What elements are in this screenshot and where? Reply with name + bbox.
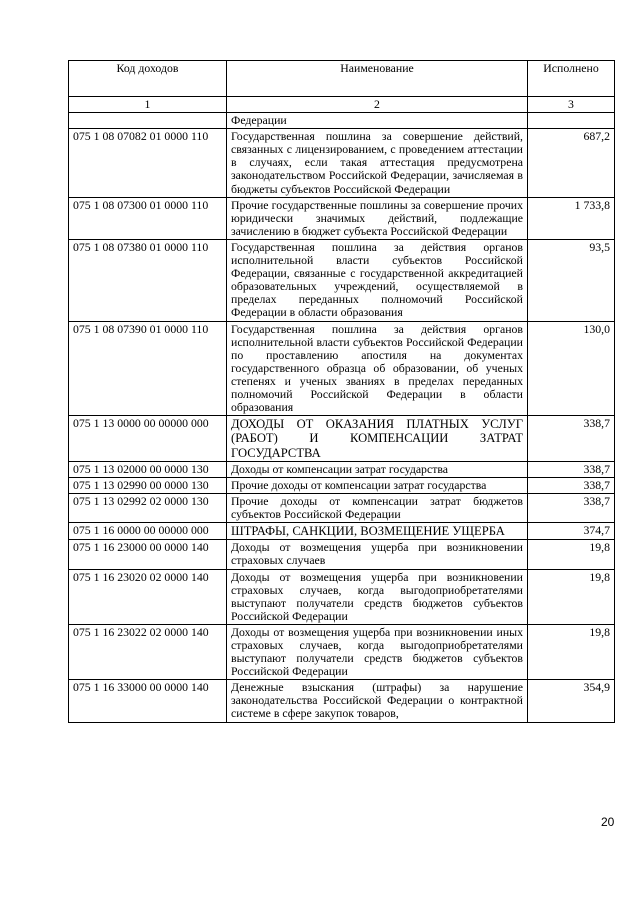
page-number: 20 xyxy=(601,815,615,829)
row-name: Государственная пошлина за совершение действий, связанных с лицензированием, с проведением аттестации в случаях, если такая аттестация предусмотрена законодательством Российской Федерации, зачисляемая в бюджеты субъектов Российской Федерации xyxy=(227,129,528,197)
row-name: Доходы от возмещения ущерба при возникновении страховых случаев xyxy=(227,540,528,569)
column-number-1: 1 xyxy=(69,97,227,113)
header-code: Код доходов xyxy=(69,61,227,97)
table-row xyxy=(69,493,615,522)
row-code: 075 1 13 0000 00 00000 000 xyxy=(69,416,227,462)
row-name: Государственная пошлина за действия органов исполнительной власти субъектов Российской Федерации по проставлению апостиля на документах государственного образца об образовании, об ученых степенях и ученых званиях в пределах переданных полномочий Российской Федерации в области образования xyxy=(227,321,528,416)
row-value: 93,5 xyxy=(528,239,615,321)
continuation-value xyxy=(528,113,615,129)
table-row xyxy=(69,321,615,416)
row-code: 075 1 16 23022 02 0000 140 xyxy=(69,624,227,679)
row-value: 19,8 xyxy=(528,540,615,569)
continuation-row xyxy=(69,113,615,129)
table-row xyxy=(69,680,615,722)
row-name: Прочие государственные пошлины за совершение прочих юридически значимых действий, подлежащие зачислению в бюджет субъекта Российской Федерации xyxy=(227,197,528,239)
row-name: Прочие доходы от компенсации затрат государства xyxy=(227,477,528,493)
row-name: Доходы от возмещения ущерба при возникновении иных страховых случаев, когда выгодоприобретателями выступают получатели средств бюджетов субъектов Российской Федерации xyxy=(227,624,528,679)
table-row xyxy=(69,540,615,569)
row-code: 075 1 08 07390 01 0000 110 xyxy=(69,321,227,416)
row-value: 1 733,8 xyxy=(528,197,615,239)
row-name: ШТРАФЫ, САНКЦИИ, ВОЗМЕЩЕНИЕ УЩЕРБА xyxy=(227,523,528,540)
row-value: 19,8 xyxy=(528,569,615,624)
header-name: Наименование xyxy=(227,61,528,97)
header-executed: Исполнено xyxy=(528,61,615,97)
table-row xyxy=(69,569,615,624)
row-value: 338,7 xyxy=(528,416,615,462)
row-value: 374,7 xyxy=(528,523,615,540)
row-value: 687,2 xyxy=(528,129,615,197)
table-row xyxy=(69,523,615,540)
row-code: 075 1 16 0000 00 00000 000 xyxy=(69,523,227,540)
row-name: Прочие доходы от компенсации затрат бюджетов субъектов Российской Федерации xyxy=(227,493,528,522)
table-row xyxy=(69,129,615,197)
continuation-code xyxy=(69,113,227,129)
row-name: Доходы от компенсации затрат государства xyxy=(227,461,528,477)
row-name: Доходы от возмещения ущерба при возникновении страховых случаев, когда выгодоприобретателями выступают получатели средств бюджетов субъектов Российской Федерации xyxy=(227,569,528,624)
table-row xyxy=(69,239,615,321)
row-value: 338,7 xyxy=(528,461,615,477)
row-value: 130,0 xyxy=(528,321,615,416)
row-code: 075 1 08 07380 01 0000 110 xyxy=(69,239,227,321)
row-code: 075 1 13 02990 00 0000 130 xyxy=(69,477,227,493)
row-value: 19,8 xyxy=(528,624,615,679)
column-number-row xyxy=(69,97,615,113)
table-header-row xyxy=(69,61,615,97)
revenue-table xyxy=(68,60,615,723)
table-row xyxy=(69,461,615,477)
row-code: 075 1 16 23020 02 0000 140 xyxy=(69,569,227,624)
continuation-name: Федерации xyxy=(227,113,528,129)
row-code: 075 1 13 02992 02 0000 130 xyxy=(69,493,227,522)
row-value: 338,7 xyxy=(528,477,615,493)
column-number-3: 3 xyxy=(528,97,615,113)
row-name: ДОХОДЫ ОТ ОКАЗАНИЯ ПЛАТНЫХ УСЛУГ (РАБОТ) И КОМПЕНСАЦИИ ЗАТРАТ ГОСУДАРСТВА xyxy=(227,416,528,462)
row-code: 075 1 08 07082 01 0000 110 xyxy=(69,129,227,197)
row-code: 075 1 16 33000 00 0000 140 xyxy=(69,680,227,722)
row-name: Государственная пошлина за действия органов исполнительной власти субъектов Российской Федерации, связанные с государственной аккредитацией образовательных учреждений, осуществляемой в пределах переданных полномочий Российской Федерации в области образования xyxy=(227,239,528,321)
row-code: 075 1 16 23000 00 0000 140 xyxy=(69,540,227,569)
row-name: Денежные взыскания (штрафы) за нарушение законодательства Российской Федерации о контрактной системе в сфере закупок товаров, xyxy=(227,680,528,722)
row-code: 075 1 08 07300 01 0000 110 xyxy=(69,197,227,239)
row-value: 354,9 xyxy=(528,680,615,722)
table-row xyxy=(69,197,615,239)
table-row xyxy=(69,624,615,679)
column-number-2: 2 xyxy=(227,97,528,113)
table-row xyxy=(69,416,615,462)
row-code: 075 1 13 02000 00 0000 130 xyxy=(69,461,227,477)
row-value: 338,7 xyxy=(528,493,615,522)
table-row xyxy=(69,477,615,493)
